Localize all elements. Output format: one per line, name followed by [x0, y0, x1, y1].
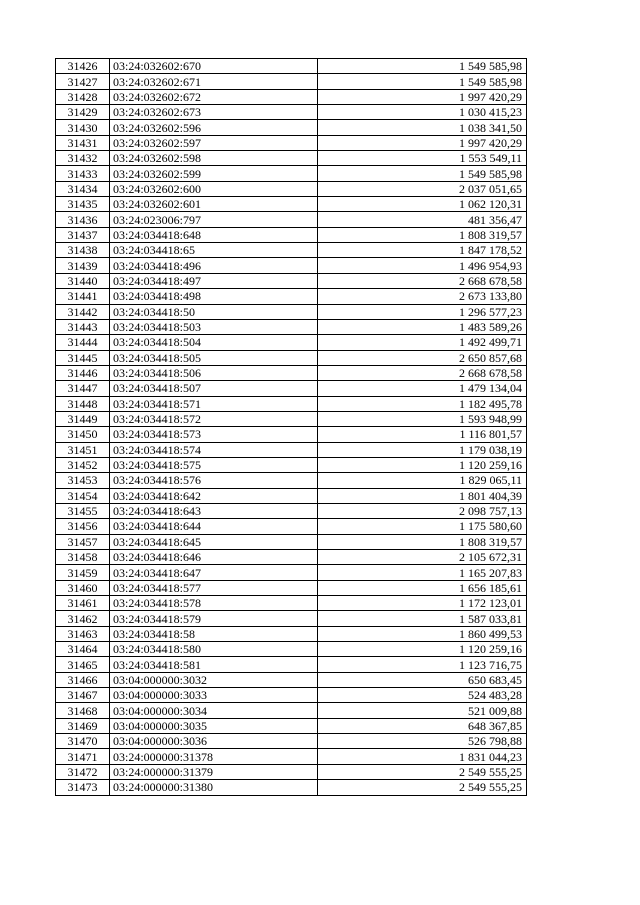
table-row	[56, 550, 527, 565]
cadastral-value-cell: 1 479 134,04	[318, 381, 527, 396]
row-number-cell: 31463	[56, 626, 110, 641]
cadastral-number-cell: 03:24:000000:31378	[110, 749, 318, 764]
cadastral-number-cell: 03:24:034418:646	[110, 550, 318, 565]
table-row	[56, 703, 527, 718]
cadastral-number-cell: 03:24:032602:601	[110, 197, 318, 212]
cadastral-value-cell: 1 997 420,29	[318, 89, 527, 104]
row-number-cell: 31465	[56, 657, 110, 672]
cadastral-number-cell: 03:24:034418:577	[110, 580, 318, 595]
table-row	[56, 672, 527, 687]
cadastral-value-cell: 2 668 678,58	[318, 273, 527, 288]
cadastral-value-cell: 521 009,88	[318, 703, 527, 718]
row-number-cell: 31426	[56, 59, 110, 74]
cadastral-value-cell: 1 120 259,16	[318, 642, 527, 657]
row-number-cell: 31443	[56, 319, 110, 334]
row-number-cell: 31434	[56, 181, 110, 196]
cadastral-number-cell: 03:24:034418:642	[110, 488, 318, 503]
cadastral-value-cell: 1 120 259,16	[318, 457, 527, 472]
table-row	[56, 764, 527, 779]
cadastral-number-cell: 03:24:034418:578	[110, 596, 318, 611]
cadastral-value-cell: 1 593 948,99	[318, 411, 527, 426]
cadastral-value-cell: 1 847 178,52	[318, 243, 527, 258]
cadastral-number-cell: 03:04:000000:3034	[110, 703, 318, 718]
cadastral-number-cell: 03:24:034418:507	[110, 381, 318, 396]
table-row	[56, 534, 527, 549]
table-row	[56, 749, 527, 764]
row-number-cell: 31440	[56, 273, 110, 288]
row-number-cell: 31436	[56, 212, 110, 227]
table-row	[56, 365, 527, 380]
row-number-cell: 31472	[56, 764, 110, 779]
cadastral-number-cell: 03:24:034418:65	[110, 243, 318, 258]
row-number-cell: 31445	[56, 350, 110, 365]
row-number-cell: 31466	[56, 672, 110, 687]
cadastral-value-cell: 1 860 499,53	[318, 626, 527, 641]
cadastral-value-cell: 2 549 555,25	[318, 764, 527, 779]
row-number-cell: 31447	[56, 381, 110, 396]
cadastral-number-cell: 03:24:034418:581	[110, 657, 318, 672]
row-number-cell: 31467	[56, 688, 110, 703]
cadastral-number-cell: 03:24:034418:504	[110, 335, 318, 350]
table-row	[56, 197, 527, 212]
row-number-cell: 31458	[56, 550, 110, 565]
cadastral-value-cell: 1 496 954,93	[318, 258, 527, 273]
row-number-cell: 31456	[56, 519, 110, 534]
cadastral-number-cell: 03:04:000000:3033	[110, 688, 318, 703]
table-row	[56, 120, 527, 135]
cadastral-value-cell: 1 165 207,83	[318, 565, 527, 580]
cadastral-number-cell: 03:24:034418:575	[110, 457, 318, 472]
table-row	[56, 442, 527, 457]
table-row	[56, 350, 527, 365]
cadastral-value-cell: 1 656 185,61	[318, 580, 527, 595]
table-row	[56, 319, 527, 334]
cadastral-number-cell: 03:24:034418:647	[110, 565, 318, 580]
cadastral-number-cell: 03:04:000000:3032	[110, 672, 318, 687]
cadastral-value-cell: 1 553 549,11	[318, 151, 527, 166]
table-body	[56, 59, 527, 796]
table-row	[56, 74, 527, 89]
table-row	[56, 626, 527, 641]
cadastral-number-cell: 03:24:034418:496	[110, 258, 318, 273]
cadastral-number-cell: 03:24:034418:505	[110, 350, 318, 365]
row-number-cell: 31462	[56, 611, 110, 626]
row-number-cell: 31464	[56, 642, 110, 657]
cadastral-number-cell: 03:24:032602:600	[110, 181, 318, 196]
cadastral-number-cell: 03:24:034418:580	[110, 642, 318, 657]
cadastral-number-cell: 03:24:034418:58	[110, 626, 318, 641]
cadastral-value-cell: 1 062 120,31	[318, 197, 527, 212]
row-number-cell: 31431	[56, 135, 110, 150]
table-row	[56, 488, 527, 503]
cadastral-number-cell: 03:24:000000:31380	[110, 780, 318, 795]
cadastral-value-cell: 1 549 585,98	[318, 59, 527, 74]
cadastral-number-cell: 03:24:032602:599	[110, 166, 318, 181]
table-row	[56, 611, 527, 626]
cadastral-number-cell: 03:24:034418:643	[110, 503, 318, 518]
row-number-cell: 31471	[56, 749, 110, 764]
cadastral-number-cell: 03:24:032602:598	[110, 151, 318, 166]
cadastral-value-cell: 481 356,47	[318, 212, 527, 227]
cadastral-value-cell: 1 038 341,50	[318, 120, 527, 135]
row-number-cell: 31448	[56, 396, 110, 411]
cadastral-number-cell: 03:24:034418:576	[110, 473, 318, 488]
row-number-cell: 31442	[56, 304, 110, 319]
cadastral-number-cell: 03:24:034418:503	[110, 319, 318, 334]
row-number-cell: 31446	[56, 365, 110, 380]
cadastral-value-cell: 1 116 801,57	[318, 427, 527, 442]
row-number-cell: 31473	[56, 780, 110, 795]
table-row	[56, 381, 527, 396]
cadastral-number-cell: 03:24:034418:498	[110, 289, 318, 304]
cadastral-value-table	[55, 58, 527, 796]
table-row	[56, 718, 527, 733]
cadastral-value-cell: 1 296 577,23	[318, 304, 527, 319]
cadastral-value-cell: 1 179 038,19	[318, 442, 527, 457]
row-number-cell: 31454	[56, 488, 110, 503]
table-row	[56, 657, 527, 672]
table-row	[56, 181, 527, 196]
row-number-cell: 31441	[56, 289, 110, 304]
row-number-cell: 31469	[56, 718, 110, 733]
cadastral-number-cell: 03:24:032602:671	[110, 74, 318, 89]
table-row	[56, 212, 527, 227]
table-row	[56, 258, 527, 273]
row-number-cell: 31451	[56, 442, 110, 457]
cadastral-value-cell: 526 798,88	[318, 734, 527, 749]
row-number-cell: 31470	[56, 734, 110, 749]
cadastral-value-cell: 1 997 420,29	[318, 135, 527, 150]
row-number-cell: 31453	[56, 473, 110, 488]
table-row	[56, 473, 527, 488]
table-row	[56, 105, 527, 120]
cadastral-value-cell: 1 587 033,81	[318, 611, 527, 626]
cadastral-value-cell: 1 172 123,01	[318, 596, 527, 611]
cadastral-value-cell: 1 483 589,26	[318, 319, 527, 334]
cadastral-value-cell: 2 105 672,31	[318, 550, 527, 565]
table-row	[56, 135, 527, 150]
row-number-cell: 31459	[56, 565, 110, 580]
cadastral-value-cell: 1 030 415,23	[318, 105, 527, 120]
cadastral-value-cell: 2 668 678,58	[318, 365, 527, 380]
table-row	[56, 335, 527, 350]
table-row	[56, 457, 527, 472]
cadastral-number-cell: 03:24:032602:673	[110, 105, 318, 120]
cadastral-number-cell: 03:24:034418:648	[110, 227, 318, 242]
table-row	[56, 596, 527, 611]
cadastral-number-cell: 03:24:034418:573	[110, 427, 318, 442]
cadastral-number-cell: 03:24:032602:597	[110, 135, 318, 150]
row-number-cell: 31461	[56, 596, 110, 611]
cadastral-number-cell: 03:24:034418:571	[110, 396, 318, 411]
cadastral-number-cell: 03:04:000000:3036	[110, 734, 318, 749]
table-row	[56, 642, 527, 657]
table-row	[56, 89, 527, 104]
cadastral-value-cell: 1 492 499,71	[318, 335, 527, 350]
cadastral-value-cell: 1 549 585,98	[318, 74, 527, 89]
cadastral-value-cell: 1 549 585,98	[318, 166, 527, 181]
cadastral-value-cell: 1 808 319,57	[318, 534, 527, 549]
cadastral-number-cell: 03:24:034418:574	[110, 442, 318, 457]
row-number-cell: 31444	[56, 335, 110, 350]
table-row	[56, 59, 527, 74]
table-row	[56, 166, 527, 181]
cadastral-value-cell: 1 175 580,60	[318, 519, 527, 534]
row-number-cell: 31460	[56, 580, 110, 595]
row-number-cell: 31438	[56, 243, 110, 258]
cadastral-number-cell: 03:24:034418:50	[110, 304, 318, 319]
cadastral-number-cell: 03:24:034418:579	[110, 611, 318, 626]
table-row	[56, 243, 527, 258]
cadastral-value-cell: 2 098 757,13	[318, 503, 527, 518]
row-number-cell: 31468	[56, 703, 110, 718]
cadastral-number-cell: 03:24:034418:572	[110, 411, 318, 426]
row-number-cell: 31429	[56, 105, 110, 120]
table-row	[56, 688, 527, 703]
cadastral-value-cell: 1 801 404,39	[318, 488, 527, 503]
table-row	[56, 427, 527, 442]
cadastral-value-cell: 2 549 555,25	[318, 780, 527, 795]
cadastral-number-cell: 03:24:000000:31379	[110, 764, 318, 779]
table-row	[56, 503, 527, 518]
table-row	[56, 227, 527, 242]
row-number-cell: 31457	[56, 534, 110, 549]
cadastral-number-cell: 03:24:032602:672	[110, 89, 318, 104]
row-number-cell: 31432	[56, 151, 110, 166]
table-row	[56, 151, 527, 166]
row-number-cell: 31433	[56, 166, 110, 181]
cadastral-value-cell: 1 182 495,78	[318, 396, 527, 411]
cadastral-number-cell: 03:24:034418:506	[110, 365, 318, 380]
row-number-cell: 31437	[56, 227, 110, 242]
row-number-cell: 31450	[56, 427, 110, 442]
cadastral-value-cell: 2 037 051,65	[318, 181, 527, 196]
table-row	[56, 580, 527, 595]
cadastral-value-cell: 650 683,45	[318, 672, 527, 687]
table-row	[56, 565, 527, 580]
row-number-cell: 31455	[56, 503, 110, 518]
cadastral-number-cell: 03:24:032602:670	[110, 59, 318, 74]
cadastral-value-cell: 1 829 065,11	[318, 473, 527, 488]
cadastral-value-cell: 1 831 044,23	[318, 749, 527, 764]
cadastral-value-cell: 2 673 133,80	[318, 289, 527, 304]
cadastral-number-cell: 03:24:034418:497	[110, 273, 318, 288]
cadastral-value-cell: 1 123 716,75	[318, 657, 527, 672]
cadastral-value-cell: 1 808 319,57	[318, 227, 527, 242]
table-row	[56, 411, 527, 426]
table-row	[56, 289, 527, 304]
table-row	[56, 396, 527, 411]
cadastral-value-cell: 2 650 857,68	[318, 350, 527, 365]
cadastral-value-cell: 524 483,28	[318, 688, 527, 703]
row-number-cell: 31449	[56, 411, 110, 426]
cadastral-number-cell: 03:24:032602:596	[110, 120, 318, 135]
cadastral-number-cell: 03:24:023006:797	[110, 212, 318, 227]
row-number-cell: 31427	[56, 74, 110, 89]
table-row	[56, 304, 527, 319]
table-row	[56, 519, 527, 534]
row-number-cell: 31452	[56, 457, 110, 472]
row-number-cell: 31435	[56, 197, 110, 212]
cadastral-number-cell: 03:24:034418:644	[110, 519, 318, 534]
cadastral-number-cell: 03:04:000000:3035	[110, 718, 318, 733]
row-number-cell: 31428	[56, 89, 110, 104]
table-row	[56, 780, 527, 795]
row-number-cell: 31439	[56, 258, 110, 273]
table-row	[56, 273, 527, 288]
row-number-cell: 31430	[56, 120, 110, 135]
cadastral-value-cell: 648 367,85	[318, 718, 527, 733]
table-row	[56, 734, 527, 749]
cadastral-number-cell: 03:24:034418:645	[110, 534, 318, 549]
